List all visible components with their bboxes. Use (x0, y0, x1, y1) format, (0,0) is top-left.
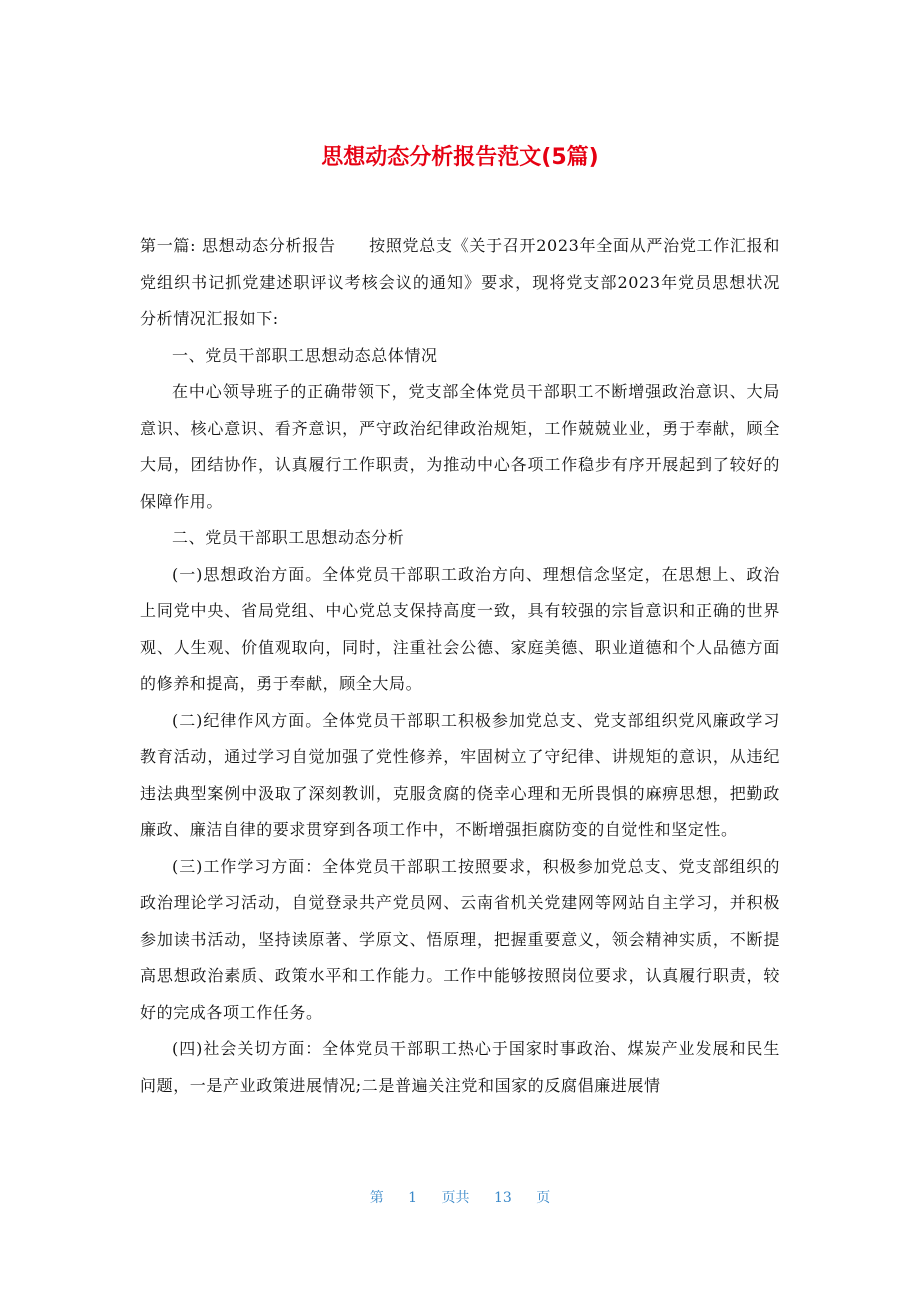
paragraph-study: (三)工作学习方面：全体党员干部职工按照要求，积极参加党总支、党支部组织的政治理论学习活动，自觉登录共产党员网、云南省机关党建网等网站自主学习，并积极参加读书活动，坚持读原著、学原文、悟原理，把握重要意义，领会精神实质，不断提高思想政治素质、政策水平和工作能力。工作中能够按照岗位要求，认真履行职责，较好的完成各项工作任务。 (140, 856, 780, 1022)
paragraph-discipline: (二)纪律作风方面。全体党员干部职工积极参加党总支、党支部组织党风廉政学习教育活动，通过学习自觉加强了党性修养，牢固树立了守纪律、讲规矩的意识，从违纪违法典型案例中汲取了深刻教训，克服贪腐的侥幸心理和无所畏惧的麻痹思想，把勤政廉政、廉洁自律的要求贯穿到各项工作中，不断增强拒腐防变的自觉性和坚定性。 (140, 710, 780, 839)
footer-prefix: 第 (369, 1190, 384, 1206)
footer-middle: 页共 (441, 1190, 470, 1206)
document-body (140, 228, 780, 1178)
current-page-number: 1 (408, 1190, 418, 1206)
total-pages-number: 13 (494, 1190, 512, 1206)
paragraph-overall: 在中心领导班子的正确带领下，党支部全体党员干部职工不断增强政治意识、大局意识、核心意识、看齐意识，严守政治纪律政治规矩，工作兢兢业业，勇于奉献，顾全大局，团结协作，认真履行工作职责，为推动中心各项工作稳步有序开展起到了较好的保障作用。 (140, 382, 780, 511)
section-heading-analysis: 二、党员干部职工思想动态分析 (172, 528, 405, 547)
paragraph-political: (一)思想政治方面。全体党员干部职工政治方向、理想信念坚定，在思想上、政治上同党中央、省局党组、中心党总支保持高度一致，具有较强的宗旨意识和正确的世界观、人生观、价值观取向，同时，注重社会公德、家庭美德、职业道德和个人品德方面的修养和提高，勇于奉献，顾全大局。 (140, 564, 780, 693)
paragraph-social: (四)社会关切方面：全体党员干部职工热心于国家时事政治、煤炭产业发展和民生问题，一是产业政策进展情况;二是普遍关注党和国家的反腐倡廉进展情 (140, 1039, 780, 1095)
footer-suffix: 页 (536, 1190, 551, 1206)
paragraph-intro: 第一篇: 思想动态分析报告 按照党总支《关于召开2023年全面从严治党工作汇报和党组织书记抓党建述职评议考核会议的通知》要求，现将党支部2023年党员思想状况分析情况汇报如下: (140, 236, 780, 328)
section-heading-overall: 一、党员干部职工思想动态总体情况 (172, 345, 438, 365)
document-title: 思想动态分析报告范文(5篇) (321, 145, 599, 170)
page-footer (0, 1185, 920, 1211)
